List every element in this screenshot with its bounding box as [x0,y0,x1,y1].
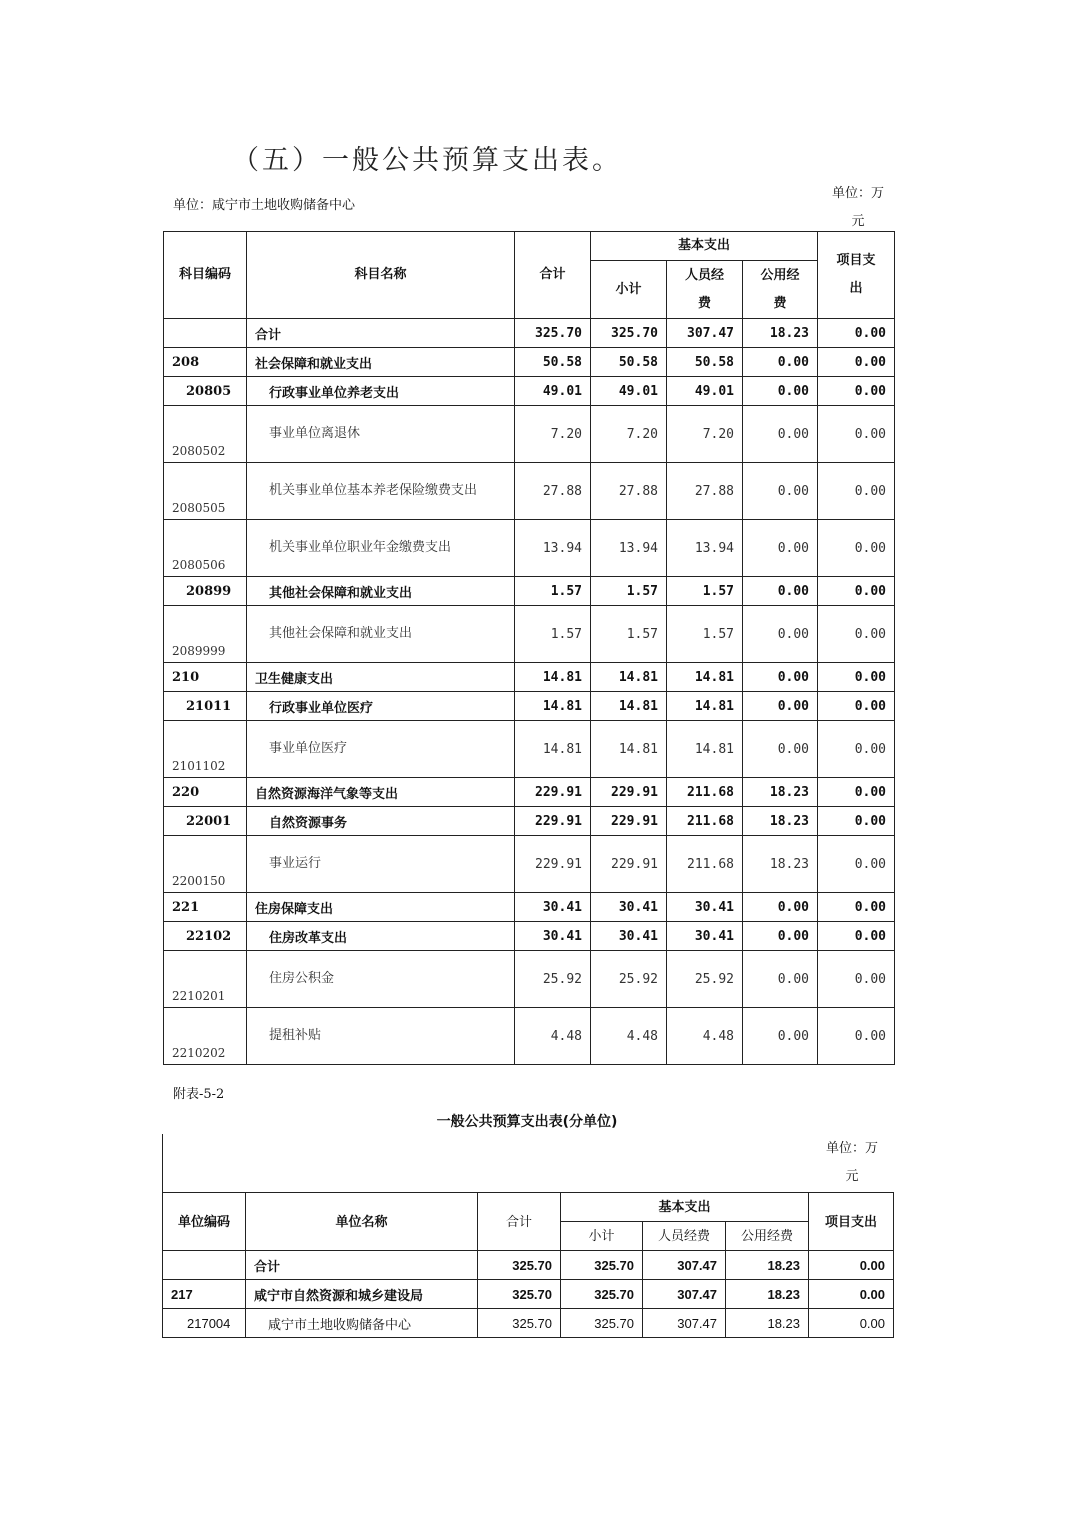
cell-total: 229.91 [515,836,591,893]
cell-subtotal: 30.41 [591,893,667,922]
cell-project: 0.00 [818,807,895,836]
cell-name: 住房公积金 [247,951,515,1008]
header-project-line1: 项目支 [836,253,876,268]
header-personnel-line1: 人员经 [684,267,724,283]
cell-code: 208 [164,348,247,377]
cell-name: 行政事业单位医疗 [247,692,515,721]
cell-name: 合计 [247,319,515,348]
cell-name: 咸宁市土地收购储备中心 [246,1309,478,1338]
cell-project: 0.00 [818,721,895,778]
cell-personnel: 307.47 [667,319,743,348]
header-total: 合计 [515,232,591,319]
table-row [164,692,895,721]
table-row [164,807,895,836]
table-row [164,721,895,778]
cell-name: 自然资源事务 [247,807,515,836]
cell-code: 22001 [164,807,247,836]
cell-public: 0.00 [743,922,818,951]
cell-name: 机关事业单位基本养老保险缴费支出 [247,463,515,520]
cell-public: 0.00 [743,463,818,520]
cell-project: 0.00 [809,1309,894,1338]
cell-subtotal: 4.48 [591,1008,667,1065]
table2-frame [162,1134,893,1194]
table-row [164,577,895,606]
cell-total: 325.70 [478,1251,561,1280]
cell-subtotal: 13.94 [591,520,667,577]
cell-public: 0.00 [743,606,818,663]
table-row [164,951,895,1008]
cell-name: 机关事业单位职业年金缴费支出 [247,520,515,577]
cell-name: 住房保障支出 [247,893,515,922]
cell-public: 0.00 [743,692,818,721]
cell-subtotal: 229.91 [591,807,667,836]
cell-public: 0.00 [743,951,818,1008]
header-subtotal: 小计 [591,261,667,319]
cell-code: 217 [163,1280,246,1309]
cell-total: 14.81 [515,721,591,778]
cell-code: 2080502 [164,406,247,463]
cell-name: 咸宁市自然资源和城乡建设局 [246,1280,478,1309]
cell-project: 0.00 [818,663,895,692]
table-row [164,319,895,348]
t2-header-code: 单位编码 [163,1193,246,1251]
cell-personnel: 1.57 [667,577,743,606]
header-personnel [667,261,743,319]
cell-project: 0.00 [818,606,895,663]
cell-personnel: 25.92 [667,951,743,1008]
cell-code: 210 [164,663,247,692]
cell-code: 217004 [163,1309,246,1338]
cell-total: 14.81 [515,692,591,721]
cell-subtotal: 25.92 [591,951,667,1008]
table-row [164,377,895,406]
cell-personnel: 30.41 [667,893,743,922]
currency-unit-2-line2: 元 [845,1169,859,1184]
unit-expenditure-table [162,1192,894,1338]
cell-code: 220 [164,778,247,807]
cell-name: 其他社会保障和就业支出 [247,577,515,606]
cell-name: 事业单位离退休 [247,406,515,463]
cell-code: 2080505 [164,463,247,520]
cell-personnel: 1.57 [667,606,743,663]
currency-unit-line2: 元 [851,214,865,229]
cell-public: 18.23 [743,807,818,836]
cell-total: 13.94 [515,520,591,577]
cell-subtotal: 14.81 [591,663,667,692]
budget-expenditure-table [163,231,895,1065]
cell-total: 4.48 [515,1008,591,1065]
cell-subtotal: 14.81 [591,692,667,721]
header-name: 科目名称 [247,232,515,319]
table-row [163,1251,894,1280]
cell-name: 自然资源海洋气象等支出 [247,778,515,807]
header-personnel-line2: 费 [697,295,711,311]
cell-personnel: 307.47 [643,1309,726,1338]
cell-name: 合计 [246,1251,478,1280]
currency-unit-line1: 单位：万 [831,186,884,201]
cell-personnel: 307.47 [643,1251,726,1280]
cell-project: 0.00 [818,406,895,463]
table-row [163,1280,894,1309]
cell-public: 18.23 [743,319,818,348]
cell-public: 0.00 [743,377,818,406]
cell-total: 325.70 [515,319,591,348]
table-row [164,778,895,807]
cell-project: 0.00 [818,692,895,721]
cell-subtotal: 325.70 [561,1280,643,1309]
cell-name: 卫生健康支出 [247,663,515,692]
cell-personnel: 14.81 [667,663,743,692]
cell-name: 社会保障和就业支出 [247,348,515,377]
cell-personnel: 30.41 [667,922,743,951]
cell-code: 2089999 [164,606,247,663]
cell-subtotal: 325.70 [561,1309,643,1338]
currency-unit-2 [822,1135,882,1191]
cell-public: 0.00 [743,1008,818,1065]
cell-total: 27.88 [515,463,591,520]
table-row [164,836,895,893]
cell-project: 0.00 [818,463,895,520]
cell-total: 325.70 [478,1309,561,1338]
cell-subtotal: 49.01 [591,377,667,406]
cell-project: 0.00 [818,377,895,406]
cell-project: 0.00 [818,836,895,893]
cell-public: 18.23 [726,1280,809,1309]
t2-header-basic: 基本支出 [561,1193,809,1222]
cell-code: 2200150 [164,836,247,893]
cell-subtotal: 14.81 [591,721,667,778]
t2-header-personnel: 人员经费 [643,1222,726,1251]
cell-personnel: 14.81 [667,692,743,721]
cell-total: 50.58 [515,348,591,377]
cell-project: 0.00 [818,319,895,348]
cell-public: 18.23 [743,836,818,893]
cell-personnel: 211.68 [667,807,743,836]
cell-public: 0.00 [743,663,818,692]
table-row [164,663,895,692]
table-row [164,406,895,463]
cell-name: 事业单位医疗 [247,721,515,778]
cell-total: 49.01 [515,377,591,406]
cell-name: 住房改革支出 [247,922,515,951]
appendix-label: 附表-5-2 [173,1087,225,1102]
header-public [743,261,818,319]
cell-project: 0.00 [818,520,895,577]
cell-public: 18.23 [743,778,818,807]
cell-public: 0.00 [743,348,818,377]
cell-project: 0.00 [809,1280,894,1309]
table-row [164,606,895,663]
t2-header-subtotal: 小计 [561,1222,643,1251]
cell-total: 25.92 [515,951,591,1008]
cell-public: 0.00 [743,577,818,606]
table-subtitle: 一般公共预算支出表(分单位) [436,1114,618,1130]
t2-header-total: 合计 [478,1193,561,1251]
cell-project: 0.00 [809,1251,894,1280]
cell-total: 1.57 [515,606,591,663]
table-row [163,1309,894,1338]
cell-total: 14.81 [515,663,591,692]
cell-subtotal: 229.91 [591,836,667,893]
t2-header-name: 单位名称 [246,1193,478,1251]
table-row [164,893,895,922]
cell-public: 0.00 [743,406,818,463]
cell-public: 0.00 [743,893,818,922]
cell-project: 0.00 [818,348,895,377]
cell-code: 2080506 [164,520,247,577]
cell-public: 0.00 [743,520,818,577]
currency-unit-2-line1: 单位：万 [825,1141,878,1156]
cell-code: 2101102 [164,721,247,778]
cell-code: 2210202 [164,1008,247,1065]
cell-subtotal: 325.70 [591,319,667,348]
cell-code: 221 [164,893,247,922]
cell-personnel: 307.47 [643,1280,726,1309]
cell-personnel: 14.81 [667,721,743,778]
currency-unit [828,180,888,236]
table-row [164,520,895,577]
header-project-line2: 出 [849,281,863,296]
cell-personnel: 13.94 [667,520,743,577]
cell-name: 提租补贴 [247,1008,515,1065]
header-project [818,232,895,319]
cell-public: 18.23 [726,1309,809,1338]
unit-label: 单位：咸宁市土地收购储备中心 [173,198,356,213]
cell-personnel: 49.01 [667,377,743,406]
cell-subtotal: 229.91 [591,778,667,807]
cell-personnel: 4.48 [667,1008,743,1065]
cell-total: 30.41 [515,922,591,951]
cell-total: 229.91 [515,807,591,836]
cell-total: 7.20 [515,406,591,463]
cell-personnel: 211.68 [667,778,743,807]
cell-personnel: 7.20 [667,406,743,463]
cell-project: 0.00 [818,778,895,807]
cell-public: 18.23 [726,1251,809,1280]
cell-personnel: 27.88 [667,463,743,520]
cell-subtotal: 1.57 [591,606,667,663]
page-title: （五）一般公共预算支出表。 [232,145,622,176]
cell-subtotal: 27.88 [591,463,667,520]
cell-name: 行政事业单位养老支出 [247,377,515,406]
cell-total: 229.91 [515,778,591,807]
cell-total: 30.41 [515,893,591,922]
cell-project: 0.00 [818,577,895,606]
cell-subtotal: 7.20 [591,406,667,463]
cell-project: 0.00 [818,922,895,951]
table-row [164,348,895,377]
cell-code: 2210201 [164,951,247,1008]
cell-project: 0.00 [818,893,895,922]
cell-code [163,1251,246,1280]
table-row [164,922,895,951]
table-row [164,463,895,520]
cell-subtotal: 1.57 [591,577,667,606]
cell-code: 21011 [164,692,247,721]
header-code: 科目编码 [164,232,247,319]
cell-subtotal: 30.41 [591,922,667,951]
cell-total: 1.57 [515,577,591,606]
cell-project: 0.00 [818,951,895,1008]
header-public-line2: 费 [773,295,787,311]
cell-personnel: 211.68 [667,836,743,893]
cell-total: 325.70 [478,1280,561,1309]
header-public-line1: 公用经 [760,267,800,283]
cell-code: 20805 [164,377,247,406]
cell-code: 22102 [164,922,247,951]
cell-name: 事业运行 [247,836,515,893]
cell-subtotal: 50.58 [591,348,667,377]
cell-public: 0.00 [743,721,818,778]
cell-code: 20899 [164,577,247,606]
cell-personnel: 50.58 [667,348,743,377]
t2-header-public: 公用经费 [726,1222,809,1251]
header-basic: 基本支出 [591,232,818,261]
cell-project: 0.00 [818,1008,895,1065]
table-row [164,1008,895,1065]
t2-header-project: 项目支出 [809,1193,894,1251]
cell-name: 其他社会保障和就业支出 [247,606,515,663]
cell-code [164,319,247,348]
cell-subtotal: 325.70 [561,1251,643,1280]
